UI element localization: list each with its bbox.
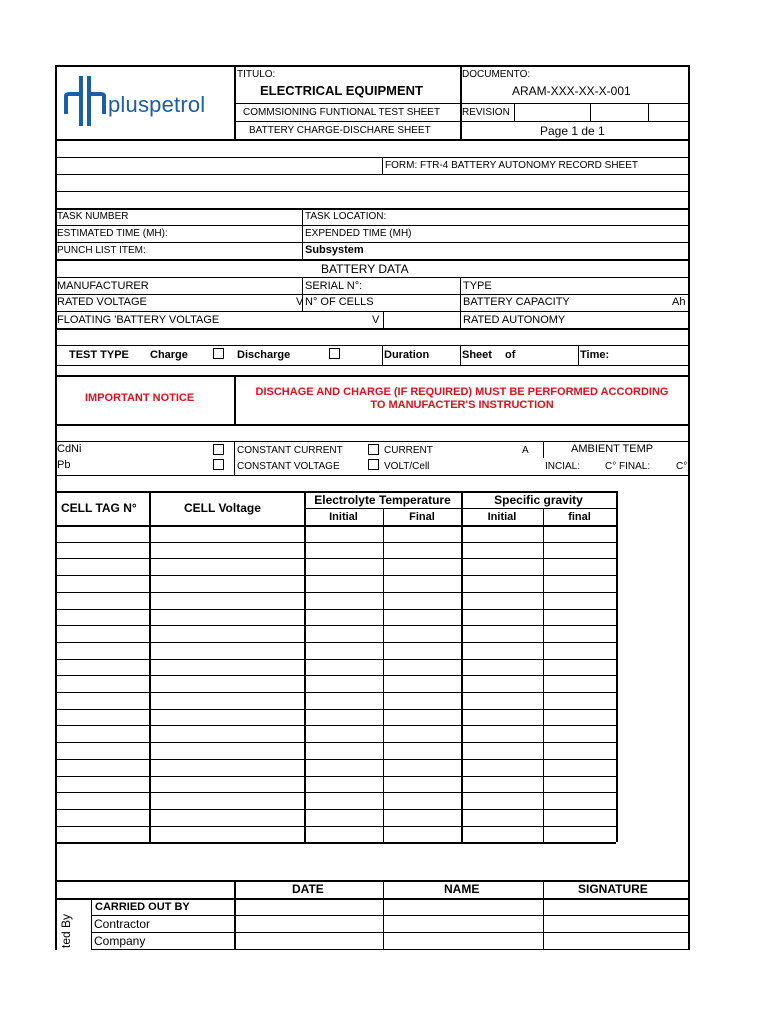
cells-count-label: N° OF CELLS: [305, 296, 374, 308]
table-line: [55, 525, 616, 527]
rated-voltage-label: RATED VOLTAGE: [57, 296, 147, 308]
titulo-label: TITULO:: [237, 69, 276, 80]
charge-checkbox[interactable]: [213, 348, 224, 359]
pb-checkbox[interactable]: [213, 459, 224, 470]
notice-line-2: TO MANUFACTER'S INSTRUCTION: [370, 399, 554, 411]
table-column-line: [304, 491, 306, 842]
table-row: [55, 542, 616, 543]
subsystem-label: Subsystem: [305, 244, 364, 256]
table-row: [55, 709, 616, 710]
discharge-label: Discharge: [237, 349, 291, 361]
name-header: NAME: [444, 882, 480, 896]
battery-capacity-label: BATTERY CAPACITY: [463, 296, 570, 308]
electrolyte-initial-header: Initial: [329, 511, 358, 523]
cdni-label: CdNi: [57, 443, 82, 455]
table-column-line: [543, 508, 544, 842]
manufacturer-label: MANUFACTURER: [57, 280, 149, 292]
table-row: [55, 675, 616, 676]
frame-right: [688, 65, 690, 950]
table-row: [55, 575, 616, 576]
ambient-initial-label: INCIAL:: [545, 461, 581, 472]
doc-subtitle-2: BATTERY CHARGE-DISCHARE SHEET: [249, 125, 431, 136]
table-row: [55, 792, 616, 793]
discharge-checkbox[interactable]: [329, 348, 340, 359]
table-row: [55, 609, 616, 610]
electrolyte-temp-header: Electrolyte Temperature: [314, 493, 451, 507]
estimated-time-label: ESTIMATED TIME (MH):: [57, 228, 168, 239]
pluspetrol-logo-icon: [62, 74, 108, 130]
signature-header: SIGNATURE: [578, 882, 648, 896]
table-row: [55, 642, 616, 643]
constant-current-checkbox[interactable]: [368, 444, 379, 455]
test-type-label: TEST TYPE: [69, 349, 129, 361]
table-row: [55, 592, 616, 593]
floating-voltage-label: FLOATING 'BATTERY VOLTAGE: [57, 314, 220, 326]
sheet-of-label: of: [505, 349, 516, 361]
doc-title: ELECTRICAL EQUIPMENT: [260, 83, 423, 98]
expended-time-label: EXPENDED TIME (MH): [305, 228, 412, 239]
table-row: [55, 759, 616, 760]
task-location-label: TASK LOCATION:: [305, 211, 387, 222]
company-label: Company: [94, 934, 146, 948]
serial-label: SERIAL N°:: [305, 280, 363, 292]
table-row: [55, 776, 616, 777]
duration-label: Duration: [384, 349, 430, 361]
electrolyte-final-header: Final: [409, 511, 435, 523]
battery-data-title: BATTERY DATA: [321, 262, 409, 276]
notice-line-1: DISCHAGE AND CHARGE (IF REQUIRED) MUST BE PERFORMED ACCORDING: [255, 386, 669, 398]
pb-label: Pb: [57, 459, 71, 471]
ambient-final-unit: C°: [676, 461, 688, 472]
ambient-final-label: C° FINAL:: [605, 461, 651, 472]
task-number-label: TASK NUMBER: [57, 211, 129, 222]
table-row: [55, 809, 616, 810]
rated-autonomy-label: RATED AUTONOMY: [463, 314, 566, 326]
table-column-line: [461, 491, 463, 842]
table-row: [55, 558, 616, 559]
table-row: [55, 625, 616, 626]
contractor-label: Contractor: [94, 917, 151, 931]
sheet-label: Sheet: [462, 349, 492, 361]
constant-current-label: CONSTANT CURRENT: [237, 445, 343, 456]
type-label: TYPE: [463, 280, 492, 292]
time-label: Time:: [580, 349, 610, 361]
table-column-line: [383, 508, 384, 842]
logo-text: pluspetrol: [108, 92, 206, 117]
ambient-temp-label: AMBIENT TEMP: [571, 443, 654, 455]
current-unit: A: [522, 445, 529, 456]
table-row: [55, 725, 616, 726]
side-vertical-label: ted By: [59, 913, 73, 948]
cell-voltage-header: CELL Voltage: [184, 501, 261, 515]
table-row: [55, 692, 616, 693]
table-line: [304, 508, 616, 509]
rated-voltage-unit: V: [296, 296, 304, 308]
volt-cell-label: VOLT/Cell: [384, 461, 430, 472]
frame-top: [55, 65, 689, 67]
form-reference: FORM: FTR-4 BATTERY AUTONOMY RECORD SHEET: [385, 160, 638, 171]
carried-out-by-label: CARRIED OUT BY: [95, 901, 190, 913]
cdni-checkbox[interactable]: [213, 444, 224, 455]
gravity-final-header: final: [568, 511, 591, 523]
doc-subtitle-1: COMMSIONING FUNTIONAL TEST SHEET: [243, 107, 441, 118]
logo: [62, 74, 228, 130]
revision-label: REVISION: [462, 107, 510, 118]
cell-tag-header: CELL TAG N°: [61, 501, 137, 515]
table-row: [55, 742, 616, 743]
gravity-initial-header: Initial: [487, 511, 517, 523]
page-indicator: Page 1 de 1: [540, 124, 605, 138]
frame-left: [55, 65, 57, 950]
charge-label: Charge: [150, 349, 188, 361]
specific-gravity-header: Specific gravity: [494, 493, 583, 507]
documento-label: DOCUMENTO:: [462, 69, 531, 80]
constant-voltage-checkbox[interactable]: [368, 459, 379, 470]
floating-voltage-unit: V: [372, 314, 380, 326]
important-notice-label: IMPORTANT NOTICE: [85, 392, 195, 404]
table-column-line: [616, 491, 618, 842]
capacity-unit: Ah: [672, 296, 686, 308]
date-header: DATE: [292, 882, 324, 896]
constant-voltage-label: CONSTANT VOLTAGE: [237, 461, 340, 472]
table-column-line: [149, 491, 151, 842]
current-label: CURRENT: [384, 445, 433, 456]
table-row: [55, 842, 616, 844]
punch-list-label: PUNCH LIST ITEM:: [57, 245, 146, 256]
doc-number: ARAM-XXX-XX-X-001: [512, 84, 631, 98]
table-row: [55, 659, 616, 660]
table-row: [55, 826, 616, 827]
